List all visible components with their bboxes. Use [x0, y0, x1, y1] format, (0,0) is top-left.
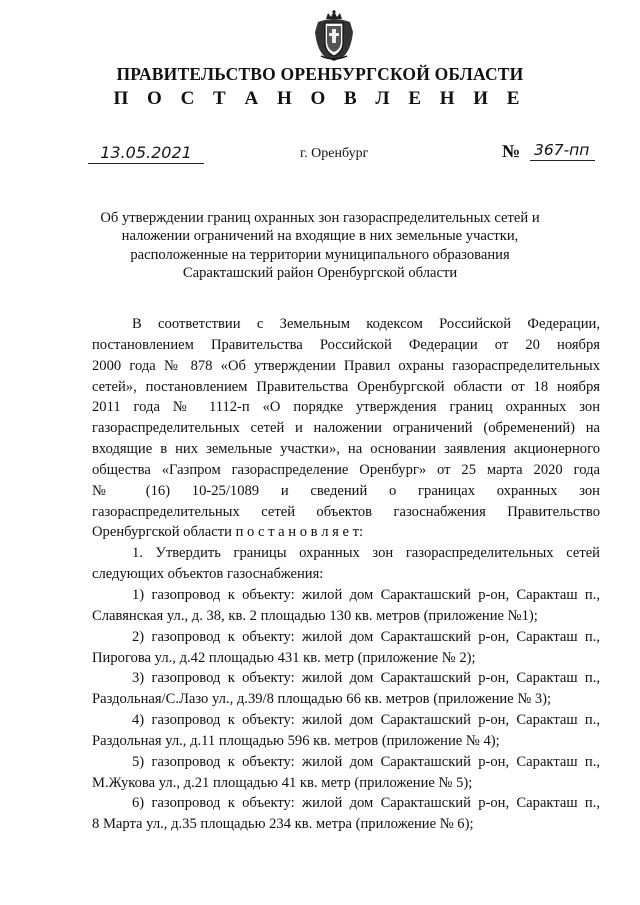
organization-name: ПРАВИТЕЛЬСТВО ОРЕНБУРГСКОЙ ОБЛАСТИ: [116, 64, 524, 84]
body-line: В соответствии с Земельным кодексом Российской Федерации,: [132, 316, 600, 332]
document-number: 367-пп: [530, 141, 595, 161]
list-item: 3) газопровод к объекту: жилой дом Саракташский р-он, Саракташ п.,: [132, 670, 600, 687]
body-line: входящие в них земельные участки», на основании заявления акционерного: [92, 441, 600, 458]
list-item: 6) газопровод к объекту: жилой дом Саракташский р-он, Саракташ п.,: [132, 795, 600, 812]
body-line: № (16) 10-25/1089 и сведений о границах охранных зон: [92, 482, 600, 499]
list-item-continuation: Раздольная/С.Лазо ул., д.39/8 площадью 66 кв. метров (приложение № 3);: [92, 691, 552, 708]
list-item-continuation: М.Жукова ул., д.21 площадью 41 кв. метр (приложение № 5);: [92, 774, 473, 791]
document-date: 13.05.2021: [88, 143, 204, 164]
title-line: Саракташский район Оренбургской области: [182, 265, 458, 282]
body-line: следующих объектов газоснабжения:: [92, 566, 324, 583]
number-sign: №: [502, 141, 521, 161]
title-line: Об утверждении границ охранных зон газораспределительных сетей и: [100, 210, 540, 226]
document-type: П О С Т А Н О В Л Е Н И Е: [113, 88, 527, 109]
list-item-continuation: Славянская ул., д. 38, кв. 2 площадью 130 кв. метров (приложение №1);: [92, 607, 538, 624]
body-line: 2000 года № 878 «Об утверждении Правил охраны газораспределительных: [92, 357, 600, 374]
body-line: постановлением Правительства Российской Федерации от 20 ноября: [92, 336, 600, 353]
body-line: общества «Газпром газораспределение Оренбург» от 25 марта 2020 года: [92, 461, 600, 478]
body-line: газораспределительных сетей и наложении ограничений (обременений) на: [92, 420, 600, 437]
coat-of-arms-icon: [313, 10, 355, 62]
title-line: расположенные на территории муниципального образования: [130, 246, 510, 263]
document-city: г. Оренбург: [300, 146, 369, 161]
body-line: сетей», постановлением Правительства Оренбургской области от 18 ноября: [92, 378, 600, 395]
list-item-continuation: 8 Марта ул., д.35 площадью 234 кв. метра (приложение № 6);: [92, 816, 474, 833]
list-item: 1) газопровод к объекту: жилой дом Саракташский р-он, Саракташ п.,: [132, 586, 600, 603]
document-body: [92, 314, 600, 835]
document-title: [60, 209, 580, 283]
title-line: наложении ограничений на входящие в них земельные участки,: [121, 228, 519, 245]
list-item-continuation: Пирогова ул., д.42 площадью 431 кв. метр (приложение № 2);: [92, 649, 476, 666]
body-line: 1. Утвердить границы охранных зон газораспределительных сетей: [132, 545, 600, 562]
list-item: 4) газопровод к объекту: жилой дом Саракташский р-он, Саракташ п.,: [132, 712, 600, 729]
list-item-continuation: Раздольная ул., д.11 площадью 596 кв. метров (приложение № 4);: [92, 732, 500, 749]
body-line: газораспределительных сетей объектов газоснабжения Правительство: [92, 503, 600, 520]
list-item: 2) газопровод к объекту: жилой дом Саракташский р-он, Саракташ п.,: [132, 628, 600, 645]
body-line: Оренбургской области п о с т а н о в л я е т:: [92, 524, 364, 541]
list-item: 5) газопровод к объекту: жилой дом Саракташский р-он, Саракташ п.,: [132, 753, 600, 770]
body-line: 2011 года № 1112-п «О порядке утверждения границ охранных зон: [92, 399, 600, 416]
